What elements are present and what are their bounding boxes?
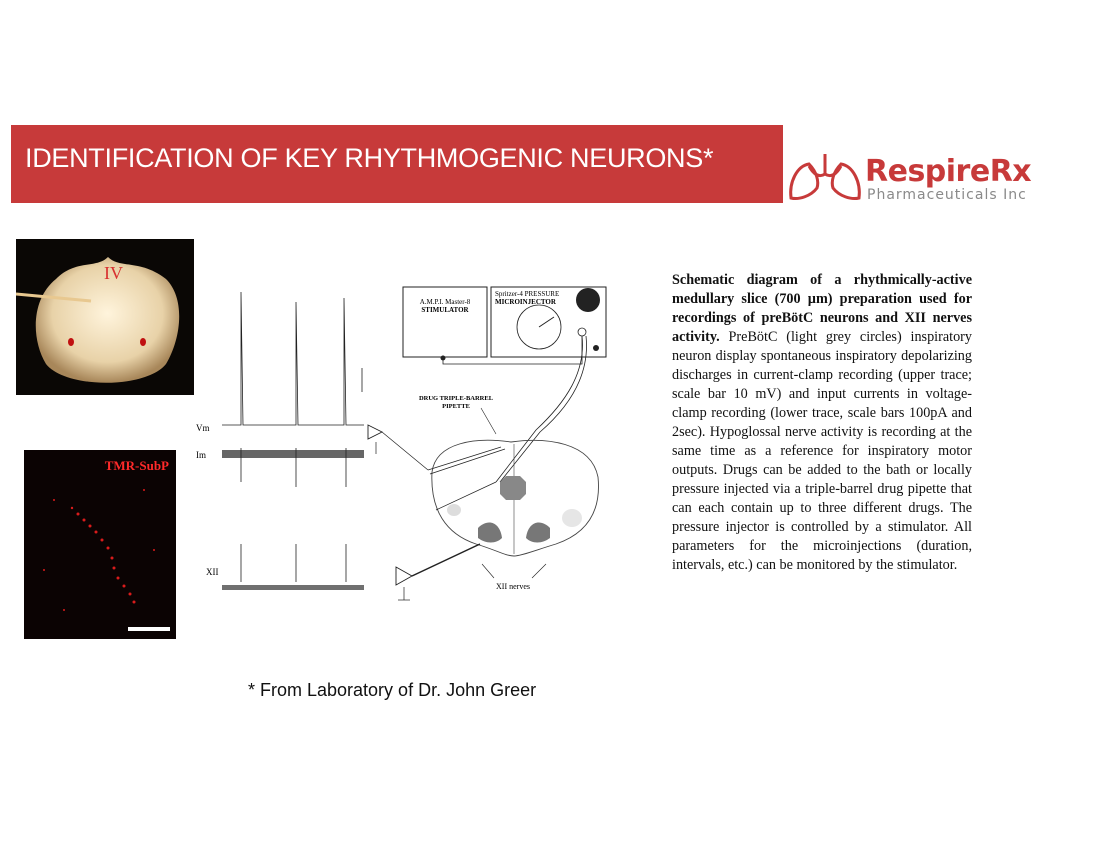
pipette-label-line1: DRUG TRIPLE-BARREL <box>418 395 494 402</box>
injector-knob <box>576 288 600 312</box>
title-banner <box>11 125 783 203</box>
respirerx-logo <box>787 150 1037 205</box>
prebotc-circle-right <box>562 509 582 527</box>
trace-label-vm: Vm <box>196 423 210 433</box>
central-canal-region <box>500 476 526 500</box>
figure-description <box>672 271 972 575</box>
logo-name: RespireRx <box>865 154 1032 189</box>
injector-line2: MICROINJECTOR <box>495 298 556 306</box>
description-text: PreBötC (light grey circles) inspiratory neuron display spontaneous inspiratory depolarizing discharges in current-clamp recording (upper trace; scale bar 10 mV) and input currents in voltage-clamp recording (lower trace, scale bars 100pA and 2sec). Hypoglossal nerve activity is recording at the same time as a reference for inspiratory motor outputs. Drugs can be added to the bath or locally pressure injected via a triple-barrel drug pipette that can each contain up to three different drugs. The pressure injector is controlled by a stimulator. All parameters for the microinjections (duration, intervals, etc.) can be monitored by the stimulator. <box>672 329 972 573</box>
footnote: * From Laboratory of Dr. John Greer <box>248 680 537 700</box>
prebotc-marker-right <box>140 338 146 346</box>
injector-line1: Spritzer-4 PRESSURE <box>495 290 560 298</box>
photo-label-iv: IV <box>104 263 123 283</box>
slice-photo <box>16 239 194 395</box>
prebotc-circle-left <box>447 504 461 516</box>
trace-label-xii: XII <box>206 567 219 577</box>
xii-trace <box>222 585 364 590</box>
stimulator-line2: STIMULATOR <box>421 306 469 314</box>
xii-nerves-label: XII nerves <box>496 582 530 591</box>
amplifier-bottom <box>396 567 412 585</box>
photo-label-tmr-subp: TMR-SubP <box>104 458 169 473</box>
page-title: IDENTIFICATION OF KEY RHYTHMOGENIC NEURONS* <box>25 143 714 173</box>
logo-subtitle: Pharmaceuticals Inc <box>867 187 1027 203</box>
description-bold: Schematic diagram of a rhythmically-active medullary slice (700 µm) preparation used for recordings of preBötC neurons and XII nerves activity. <box>672 272 972 345</box>
scale-bar <box>128 627 170 631</box>
pipette-label-line2: PIPETTE <box>442 403 470 410</box>
lungs-icon <box>787 152 863 204</box>
slice-schematic-diagram <box>196 282 646 622</box>
im-trace <box>222 450 364 458</box>
stimulator-line1: A.M.P.I. Master-8 <box>419 298 471 306</box>
trace-label-im: Im <box>196 450 206 460</box>
tmr-subp-photo <box>24 450 176 639</box>
prebotc-marker-left <box>68 338 74 346</box>
amplifier-top <box>368 425 382 439</box>
vm-trace <box>222 292 364 425</box>
